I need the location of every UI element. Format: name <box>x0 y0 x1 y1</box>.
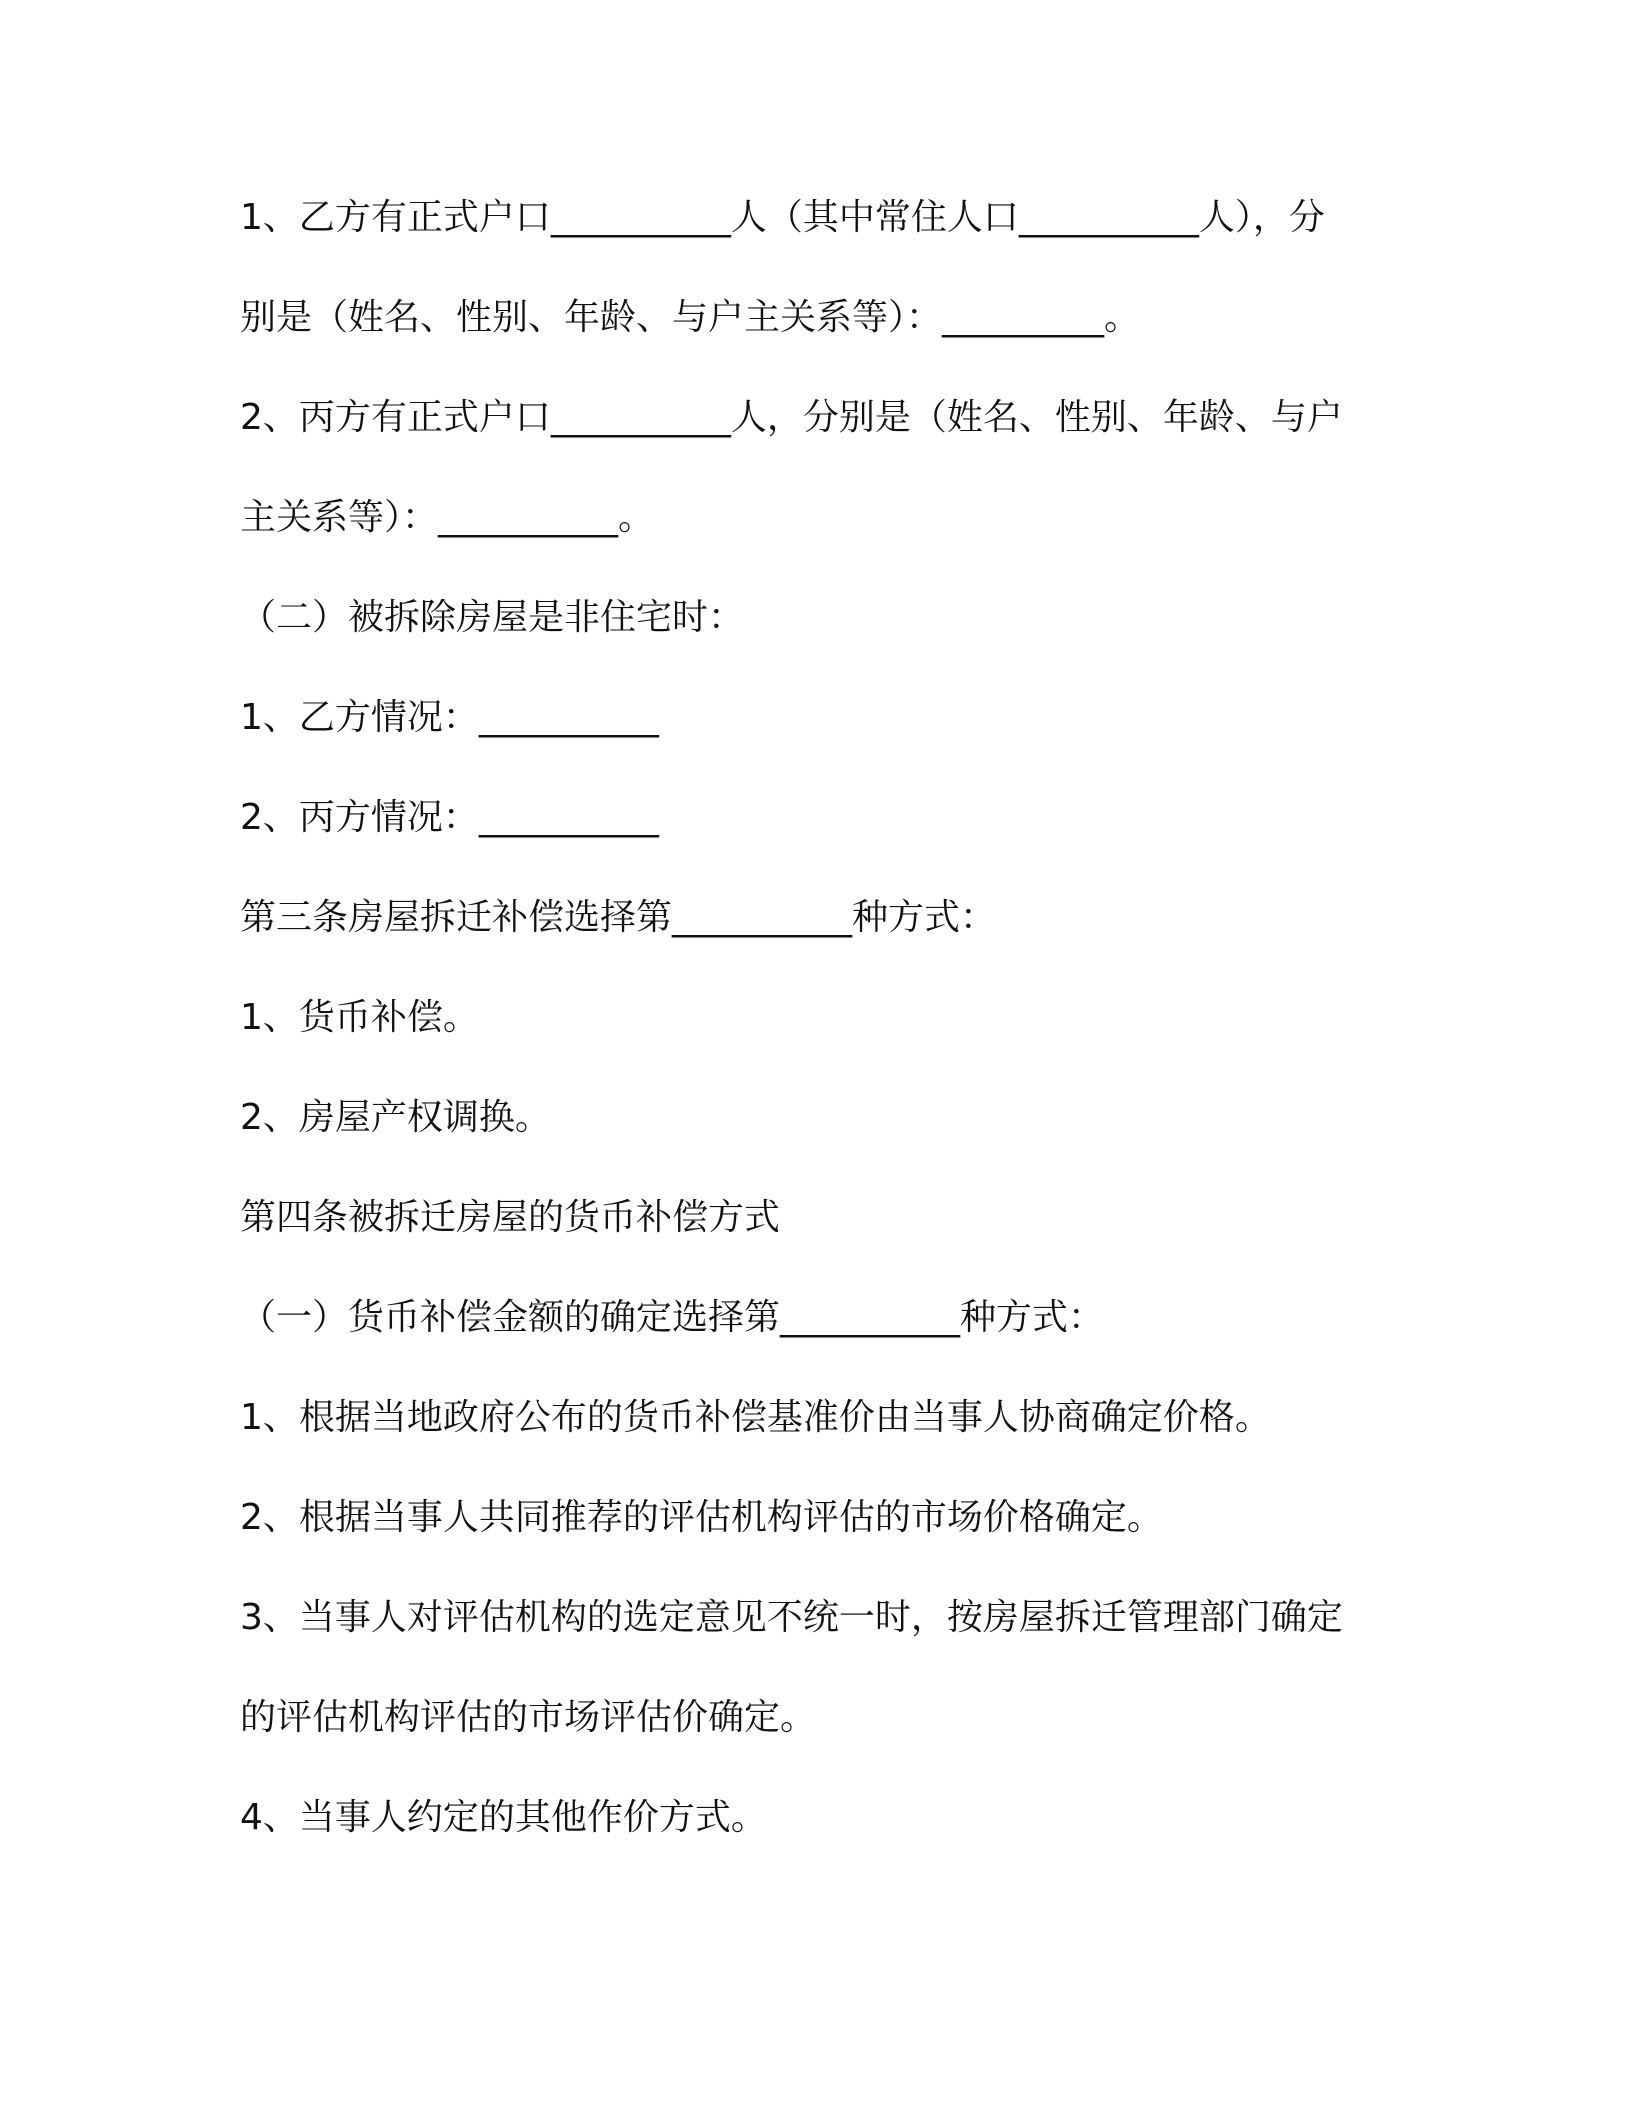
text-line-13: 1、根据当地政府公布的货币补偿基准价由当事人协商确定价格。 <box>240 1397 1271 1438</box>
text-line-9: 1、货币补偿。 <box>240 997 479 1038</box>
text-line-6: 1、乙方情况：__________ <box>240 697 659 738</box>
text-line-12: （一）货币补偿金额的确定选择第__________种方式： <box>240 1297 1105 1338</box>
text-line-4: 主关系等）：__________。 <box>240 497 655 538</box>
text-line-11: 第四条被拆迁房屋的货币补偿方式 <box>240 1197 781 1238</box>
text-line-15: 3、当事人对评估机构的选定意见不统一时，按房屋拆迁管理部门确定 <box>240 1597 1343 1638</box>
text-line-5: （二）被拆除房屋是非住宅时： <box>240 597 745 638</box>
text-line-14: 2、根据当事人共同推荐的评估机构评估的市场价格确定。 <box>240 1497 1163 1538</box>
text-line-16: 的评估机构评估的市场评估价确定。 <box>240 1697 817 1738</box>
text-line-3: 2、丙方有正式户口__________人，分别是（姓名、性别、年龄、与户 <box>240 397 1343 438</box>
text-line-7: 2、丙方情况：__________ <box>240 797 659 838</box>
text-line-10: 2、房屋产权调换。 <box>240 1097 551 1138</box>
text-line-2: 别是（姓名、性别、年龄、与户主关系等）：_________。 <box>240 297 1141 338</box>
text-line-17: 4、当事人约定的其他作价方式。 <box>240 1797 767 1838</box>
text-line-1: 1、乙方有正式户口__________人（其中常住人口__________人），分 <box>240 197 1325 238</box>
text-line-8: 第三条房屋拆迁补偿选择第__________种方式： <box>240 897 997 938</box>
